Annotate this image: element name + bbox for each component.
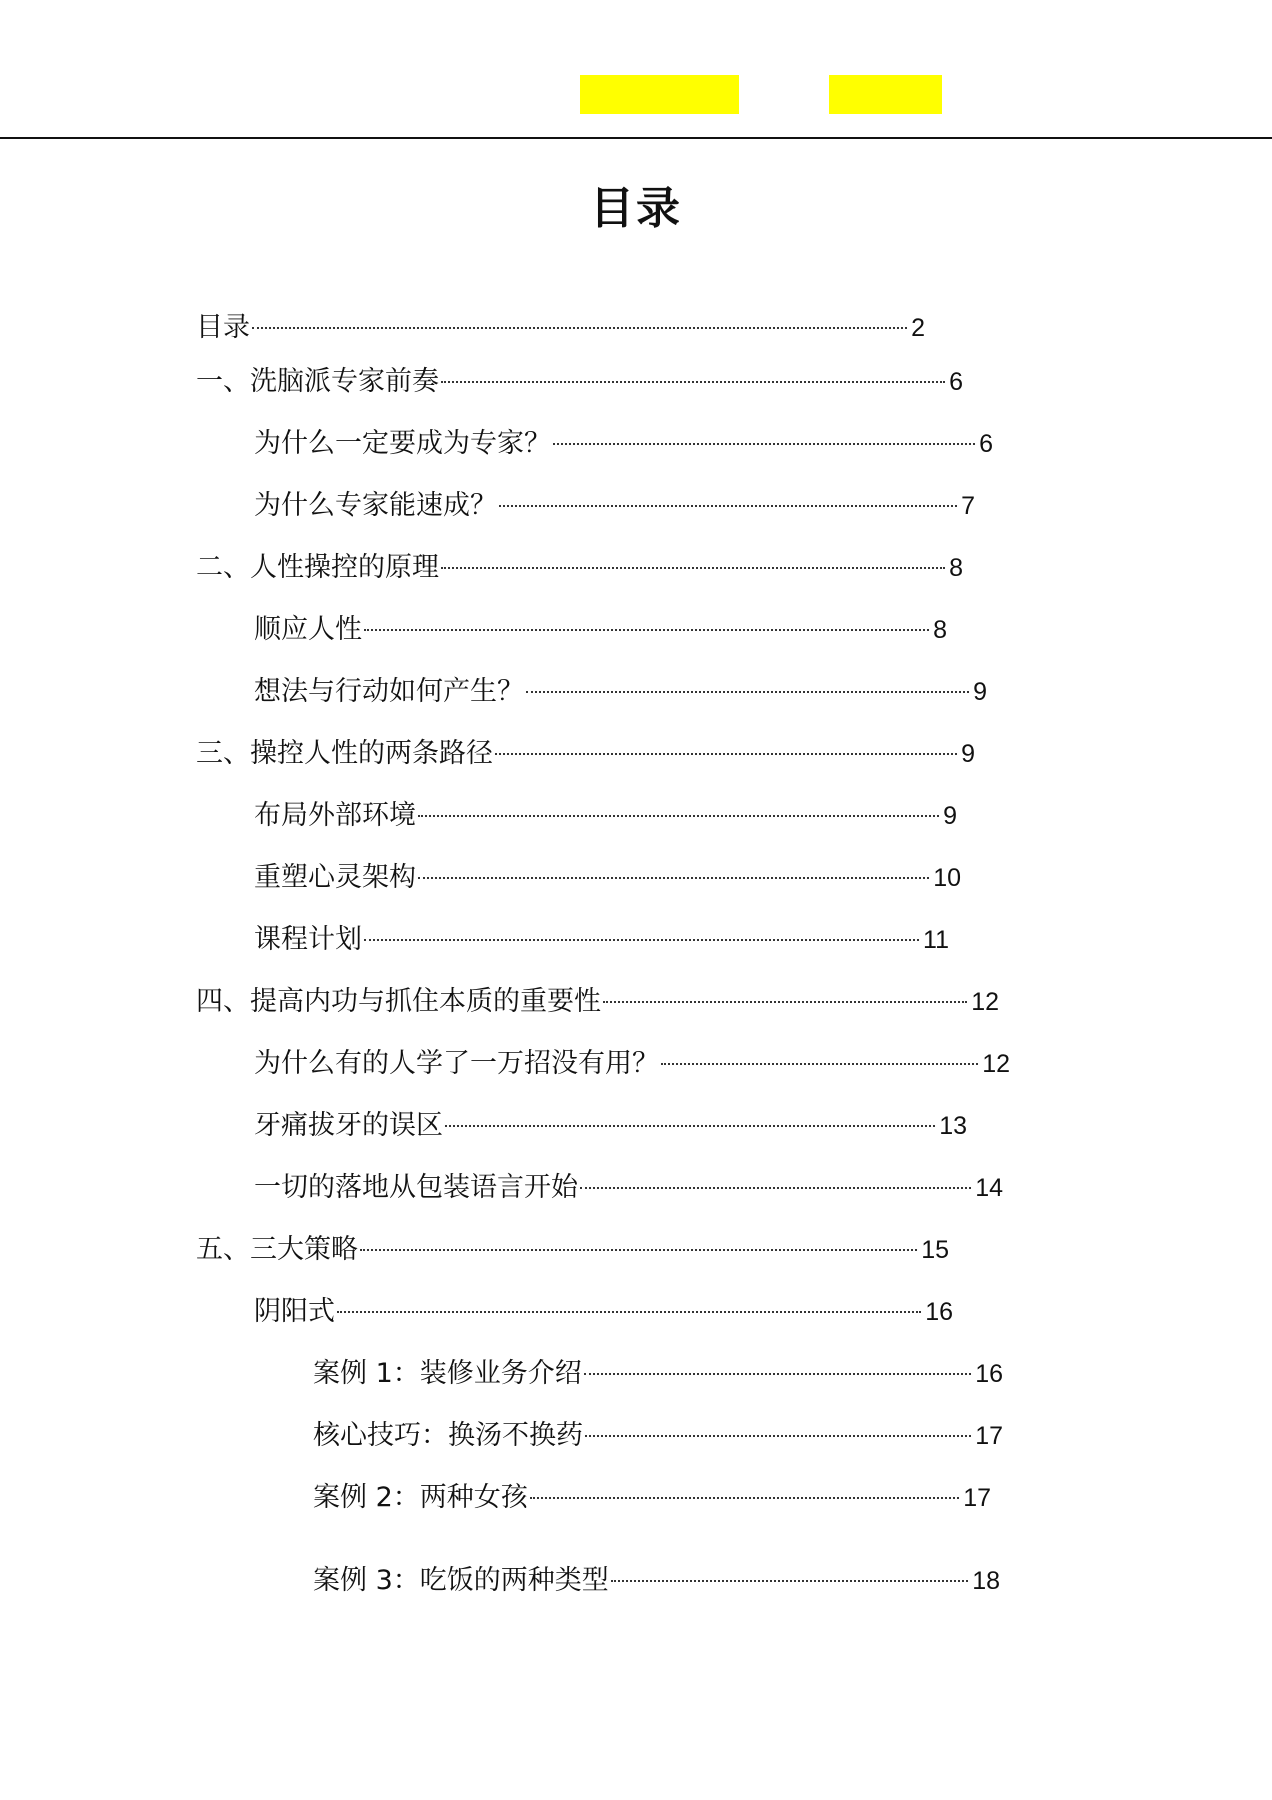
toc-entry-label: 三、操控人性的两条路径 <box>196 738 493 769</box>
toc-entry[interactable] <box>196 360 963 404</box>
toc-entry-page-number: 15 <box>921 1236 949 1264</box>
toc-entry-page-number: 10 <box>933 864 961 892</box>
toc-entry-label: 布局外部环境 <box>254 800 416 831</box>
toc-entry-label: 一、洗脑派专家前奏 <box>196 366 439 397</box>
dot-leader <box>530 1497 959 1499</box>
toc-entry[interactable] <box>254 1290 953 1334</box>
toc-entry[interactable] <box>196 980 999 1024</box>
toc-entry-label: 核心技巧：换汤不换药 <box>313 1420 583 1451</box>
toc-entry-page-number: 9 <box>961 740 975 768</box>
toc-entry-page-number: 17 <box>963 1484 991 1512</box>
toc-entry-page-number: 11 <box>923 926 949 954</box>
header-divider <box>0 137 1272 139</box>
toc-entry[interactable] <box>254 918 949 962</box>
dot-leader <box>360 1249 917 1251</box>
toc-entry-page-number: 18 <box>972 1567 1000 1595</box>
toc-entry-page-number: 13 <box>939 1112 967 1140</box>
dot-leader <box>441 381 945 383</box>
yellow-highlight-block <box>580 75 739 114</box>
dot-leader <box>584 1373 971 1375</box>
toc-entry[interactable] <box>313 1414 1003 1458</box>
toc-entry[interactable] <box>254 1042 1010 1086</box>
dot-leader <box>499 505 957 507</box>
dot-leader <box>611 1580 968 1582</box>
toc-entry[interactable] <box>254 1166 1003 1210</box>
dot-leader <box>445 1125 935 1127</box>
toc-entry-page-number: 16 <box>925 1298 953 1326</box>
toc-entry[interactable] <box>254 670 987 714</box>
toc-entry[interactable] <box>254 484 975 528</box>
toc-entry-page-number: 9 <box>973 678 987 706</box>
toc-entry-page-number: 14 <box>975 1174 1003 1202</box>
toc-entry-label: 案例 1：装修业务介绍 <box>313 1358 582 1389</box>
toc-entry[interactable] <box>254 1104 967 1148</box>
toc-entry[interactable] <box>254 422 993 466</box>
dot-leader <box>495 753 957 755</box>
toc-entry-label: 想法与行动如何产生？ <box>254 676 524 707</box>
toc-entry[interactable] <box>313 1559 1000 1603</box>
toc-entry-page-number: 12 <box>971 988 999 1016</box>
dot-leader <box>553 443 975 445</box>
toc-entry-label: 为什么一定要成为专家？ <box>254 428 551 459</box>
dot-leader <box>418 815 939 817</box>
dot-leader <box>337 1311 921 1313</box>
dot-leader <box>252 327 907 329</box>
toc-entry-label: 二、人性操控的原理 <box>196 552 439 583</box>
toc-entry-page-number: 7 <box>961 492 975 520</box>
toc-entry-label: 五、三大策略 <box>196 1234 358 1265</box>
toc-entry-page-number: 16 <box>975 1360 1003 1388</box>
toc-entry-label: 案例 3：吃饭的两种类型 <box>313 1565 609 1596</box>
dot-leader <box>661 1063 978 1065</box>
dot-leader <box>526 691 969 693</box>
dot-leader <box>364 629 929 631</box>
toc-entry[interactable] <box>196 1228 949 1272</box>
toc-entry-page-number: 17 <box>975 1422 1003 1450</box>
toc-entry-page-number: 6 <box>949 368 963 396</box>
toc-entry-label: 课程计划 <box>254 924 362 955</box>
page-title: 目录 <box>590 183 682 235</box>
toc-entry-label: 四、提高内功与抓住本质的重要性 <box>196 986 601 1017</box>
toc-entry-page-number: 6 <box>979 430 993 458</box>
toc-entry-label: 目录 <box>196 312 250 343</box>
toc-entry-page-number: 9 <box>943 802 957 830</box>
toc-entry-page-number: 8 <box>933 616 947 644</box>
toc-entry[interactable] <box>196 306 925 350</box>
toc-entry-label: 阴阳式 <box>254 1296 335 1327</box>
dot-leader <box>418 877 929 879</box>
toc-entry-label: 重塑心灵架构 <box>254 862 416 893</box>
toc-entry[interactable] <box>254 856 961 900</box>
toc-entry-label: 一切的落地从包装语言开始 <box>254 1172 578 1203</box>
dot-leader <box>580 1187 971 1189</box>
toc-entry[interactable] <box>313 1352 1003 1396</box>
toc-entry[interactable] <box>196 546 963 590</box>
toc-entry-page-number: 8 <box>949 554 963 582</box>
toc-entry[interactable] <box>196 732 975 776</box>
dot-leader <box>364 939 919 941</box>
dot-leader <box>441 567 945 569</box>
dot-leader <box>603 1001 967 1003</box>
toc-entry-label: 顺应人性 <box>254 614 362 645</box>
toc-entry[interactable] <box>254 794 957 838</box>
toc-entry-label: 为什么专家能速成？ <box>254 490 497 521</box>
toc-entry-page-number: 12 <box>982 1050 1010 1078</box>
toc-entry[interactable] <box>313 1476 991 1520</box>
toc-entry[interactable] <box>254 608 947 652</box>
toc-entry-label: 牙痛拔牙的误区 <box>254 1110 443 1141</box>
dot-leader <box>585 1435 971 1437</box>
toc-entry-label: 为什么有的人学了一万招没有用？ <box>254 1048 659 1079</box>
toc-entry-page-number: 2 <box>911 314 925 342</box>
yellow-highlight-block <box>829 75 942 114</box>
toc-entry-label: 案例 2：两种女孩 <box>313 1482 528 1513</box>
